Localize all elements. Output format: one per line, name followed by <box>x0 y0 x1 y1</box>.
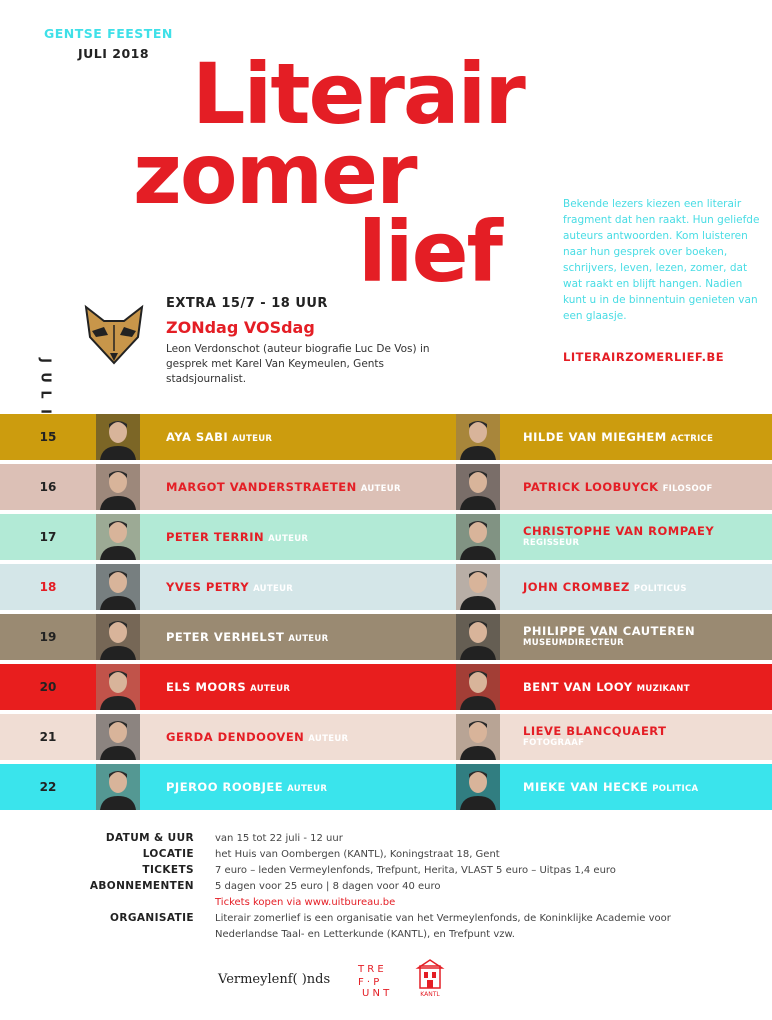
left-speaker-role: AUTEUR <box>360 484 401 494</box>
person-silhouette <box>456 664 500 710</box>
day-number: 18 <box>39 580 57 594</box>
right-speaker-role: ACTRICE <box>670 434 714 444</box>
schedule-row <box>0 714 772 760</box>
day-number: 21 <box>39 730 57 744</box>
portrait-photo <box>96 564 140 610</box>
locatie-value: het Huis van Oombergen (KANTL), Koningstraat 18, Gent <box>215 849 500 860</box>
person-silhouette <box>96 614 140 660</box>
month-letter: L <box>37 390 53 399</box>
portrait-photo <box>456 664 500 710</box>
right-speaker-name: BENT VAN LOOY <box>523 680 633 694</box>
day-number: 20 <box>39 680 57 694</box>
kantl-logo <box>414 958 446 998</box>
svg-text:F · P: F · P <box>358 977 380 988</box>
schedule-row <box>0 414 772 460</box>
left-speaker-name: AYA SABI <box>166 430 229 444</box>
right-speaker <box>523 764 698 810</box>
person-silhouette <box>96 464 140 510</box>
person-silhouette <box>96 664 140 710</box>
person-silhouette <box>96 764 140 810</box>
right-speaker-name: CHRISTOPHE VAN ROMPAEY <box>523 524 715 538</box>
svg-text:T R E: T R E <box>358 964 384 975</box>
right-speaker-name: LIEVE BLANCQUAERT <box>523 724 667 738</box>
tickets-value: 7 euro – leden Vermeylenfonds, Trefpunt, Herita, VLAST 5 euro – Uitpas 1,4 euro <box>215 865 616 876</box>
portrait-photo <box>96 514 140 560</box>
left-speaker-name: PETER VERHELST <box>166 630 285 644</box>
left-speaker-name: YVES PETRY <box>166 580 250 594</box>
left-speaker-role: AUTEUR <box>253 584 294 594</box>
left-speaker-name: PJEROO ROOBJEE <box>166 780 284 794</box>
portrait-photo <box>456 514 500 560</box>
right-speaker <box>523 624 695 649</box>
fox-icon <box>82 303 146 367</box>
person-silhouette <box>456 714 500 760</box>
left-speaker-role: AUTEUR <box>308 734 349 744</box>
right-speaker <box>523 564 687 610</box>
right-speaker-name: MIEKE VAN HECKE <box>523 780 649 794</box>
left-speaker-name: ELS MOORS <box>166 680 247 694</box>
schedule-row <box>0 514 772 560</box>
person-silhouette <box>96 714 140 760</box>
intro-text: Bekende lezers kiezen een literair fragment dat hen raakt. Hun geliefde auteurs antwoorden. Kom luisteren naar hun gesprek over boeken, schrijvers, leven, lezen, zomer, dat wat raakt en blijft hangen. Nadien kunt u in de binnentuin genieten van een glaasje. <box>563 198 760 322</box>
vermeylenfonds-logo: Vermeylenf( )nds <box>218 972 331 987</box>
day-number: 19 <box>39 630 57 644</box>
portrait-photo <box>456 764 500 810</box>
schedule-row <box>0 764 772 810</box>
kantl-text: KANTL <box>420 991 440 998</box>
right-speaker <box>523 414 713 460</box>
month-vertical <box>34 354 56 422</box>
right-speaker-name: JOHN CROMBEZ <box>523 580 630 594</box>
month-letter: U <box>37 372 53 383</box>
title-line-2: zomer <box>133 125 416 223</box>
right-speaker <box>523 664 690 710</box>
right-speaker-role: POLITICUS <box>633 584 687 594</box>
left-speaker-name: GERDA DENDOOVEN <box>166 730 305 744</box>
left-speaker <box>166 764 327 810</box>
portrait-photo <box>96 664 140 710</box>
datum-label: DATUM & UUR <box>105 832 194 844</box>
left-speaker <box>166 464 401 510</box>
extra-description: Leon Verdonschot (auteur biografie Luc De Vos) in gesprek met Karel Van Keymeulen, Gents stadsjournalist. <box>166 343 430 385</box>
left-speaker <box>166 564 293 610</box>
extra-title: ZONdag VOSdag <box>166 318 315 337</box>
portrait-photo <box>456 564 500 610</box>
portrait-photo <box>456 714 500 760</box>
right-speaker-role: FOTOGRAAF <box>523 738 585 748</box>
festival-label: GENTSE FEESTEN <box>44 26 173 41</box>
portrait-photo <box>456 464 500 510</box>
right-speaker-name: PHILIPPE VAN CAUTEREN <box>523 624 696 638</box>
person-silhouette <box>456 564 500 610</box>
right-speaker <box>523 524 714 549</box>
left-speaker <box>166 664 290 710</box>
tickets-label: TICKETS <box>142 864 194 876</box>
schedule-row <box>0 564 772 610</box>
person-silhouette <box>456 464 500 510</box>
title-line-1: Literair <box>192 45 524 143</box>
portrait-photo <box>456 414 500 460</box>
schedule-row <box>0 464 772 510</box>
right-speaker-role: MUSEUMDIRECTEUR <box>523 638 625 648</box>
day-number: 16 <box>39 480 57 494</box>
extra-heading: EXTRA 15/7 - 18 UUR <box>166 296 328 311</box>
schedule-row <box>0 664 772 710</box>
day-number: 15 <box>39 430 57 444</box>
right-speaker-name: HILDE VAN MIEGHEM <box>523 430 667 444</box>
website-link[interactable]: LITERAIRZOMERLIEF.BE <box>563 350 725 364</box>
locatie-label: LOCATIE <box>142 848 194 860</box>
schedule-row <box>0 614 772 660</box>
left-speaker-name: MARGOT VANDERSTRAETEN <box>166 480 357 494</box>
person-silhouette <box>96 414 140 460</box>
tickets-link[interactable]: Tickets kopen via www.uitbureau.be <box>215 897 396 908</box>
organisatie-label: ORGANISATIE <box>110 912 194 924</box>
person-silhouette <box>96 514 140 560</box>
person-silhouette <box>96 564 140 610</box>
abonnementen-label: ABONNEMENTEN <box>89 880 194 892</box>
month-letter: J <box>37 358 53 363</box>
right-speaker-role: POLITICA <box>652 784 699 794</box>
month-letter: I <box>37 409 53 414</box>
right-speaker <box>523 724 666 749</box>
portrait-photo <box>96 614 140 660</box>
left-speaker-role: AUTEUR <box>287 784 328 794</box>
person-silhouette <box>456 764 500 810</box>
organisatie-line-2: Nederlandse Taal- en Letterkunde (KANTL), en Trefpunt vzw. <box>215 929 515 940</box>
portrait-photo <box>96 464 140 510</box>
left-speaker-role: AUTEUR <box>232 434 273 444</box>
svg-text:U N T: U N T <box>362 988 390 998</box>
left-speaker <box>166 414 272 460</box>
right-speaker-role: MUZIKANT <box>636 684 690 694</box>
left-speaker-role: AUTEUR <box>268 534 309 544</box>
portrait-photo <box>96 414 140 460</box>
right-speaker-name: PATRICK LOOBUYCK <box>523 480 659 494</box>
abonnementen-value: 5 dagen voor 25 euro | 8 dagen voor 40 euro <box>215 881 441 892</box>
organisatie-line-1: Literair zomerlief is een organisatie van het Vermeylenfonds, de Koninklijke Academie voor <box>215 913 671 924</box>
trefpunt-logo <box>356 960 392 998</box>
right-speaker-role: FILOSOOF <box>662 484 713 494</box>
right-speaker <box>523 464 713 510</box>
left-speaker-name: PETER TERRIN <box>166 530 265 544</box>
portrait-photo <box>96 764 140 810</box>
left-speaker-role: AUTEUR <box>288 634 329 644</box>
month-year: JULI 2018 <box>78 46 150 61</box>
left-speaker <box>166 514 308 560</box>
datum-value: van 15 tot 22 juli - 12 uur <box>215 833 343 844</box>
left-speaker <box>166 714 348 760</box>
person-silhouette <box>456 414 500 460</box>
day-number: 17 <box>39 530 57 544</box>
person-silhouette <box>456 514 500 560</box>
left-speaker-role: AUTEUR <box>250 684 291 694</box>
title-line-3: lief <box>358 203 502 301</box>
person-silhouette <box>456 614 500 660</box>
portrait-photo <box>96 714 140 760</box>
day-number: 22 <box>39 780 57 794</box>
right-speaker-role: REGISSEUR <box>523 538 580 548</box>
portrait-photo <box>456 614 500 660</box>
left-speaker <box>166 614 328 660</box>
